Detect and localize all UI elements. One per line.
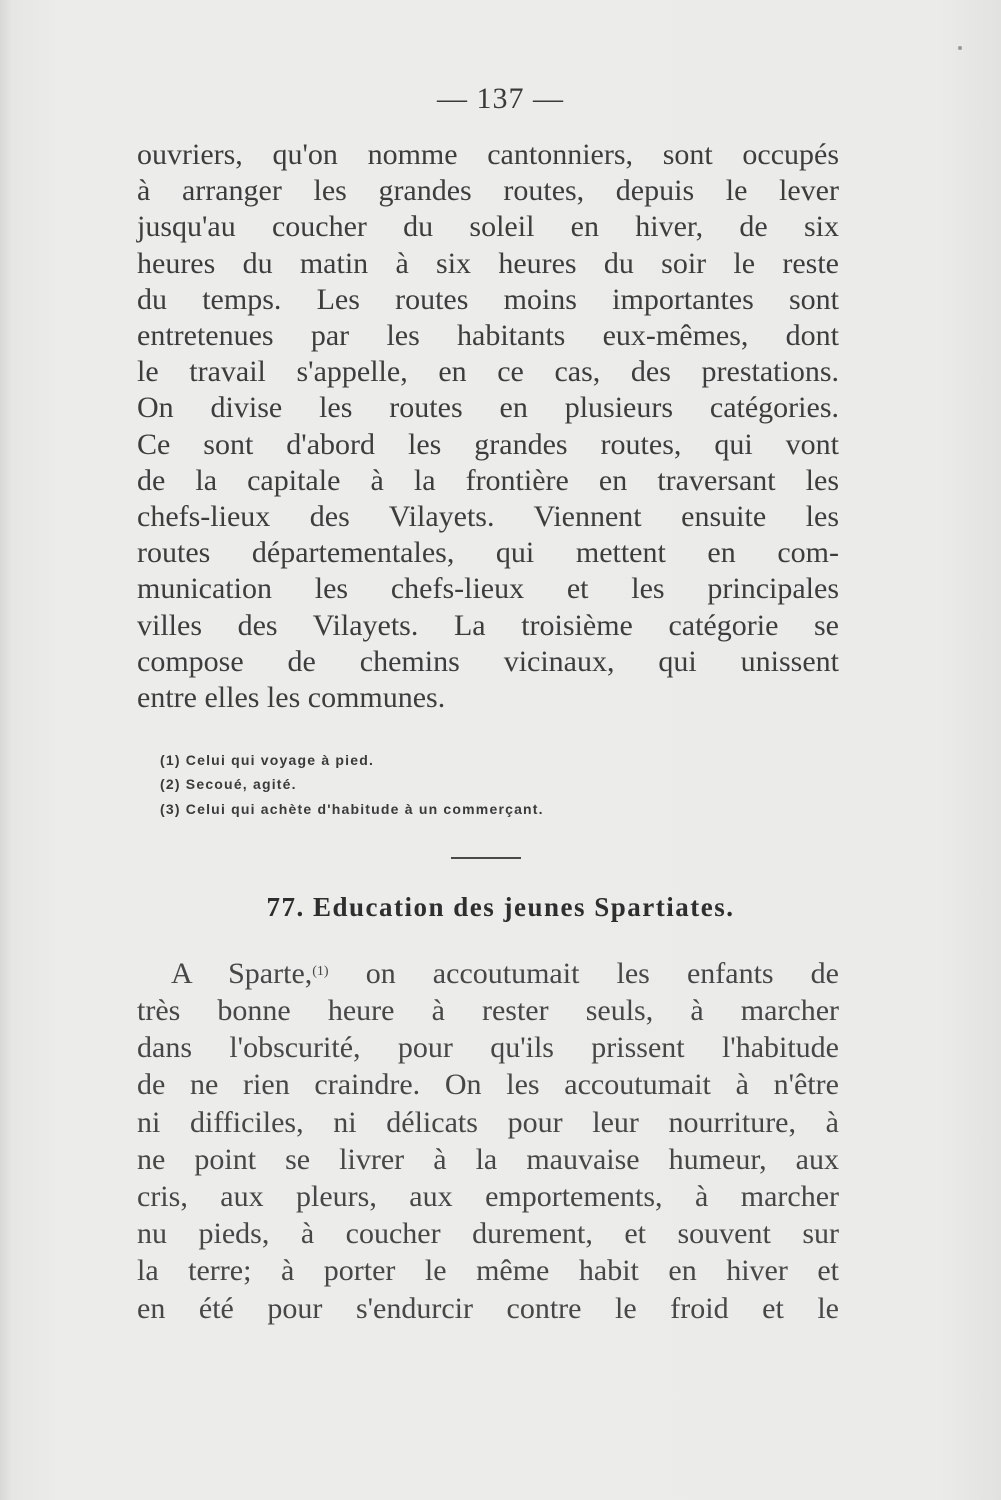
text-line: heures du matin à six heures du soir le reste	[137, 246, 839, 280]
footnote: (3) Celui qui achète d'habitude à un commerçant.	[160, 801, 544, 817]
text-line: ouvriers, qu'on nomme cantonniers, sont occupés	[137, 138, 839, 171]
text-line: ni difficiles, ni délicats pour leur nourriture, à	[137, 1105, 839, 1139]
text-line: de ne rien craindre. On les accoutumait à n'être	[137, 1068, 839, 1102]
first-line-end: on accoutumait les enfants de	[328, 957, 840, 990]
paragraph-sparta-first-line	[137, 956, 839, 992]
text-line: nu pieds, à coucher durement, et souvent sur	[137, 1217, 839, 1251]
footnote-ref: (1)	[312, 964, 329, 979]
footnote: (1) Celui qui voyage à pied.	[160, 752, 375, 768]
text-line: compose de chemins vicinaux, qui unissent	[137, 644, 839, 678]
text-line: routes départementales, qui mettent en com-	[137, 536, 839, 570]
text-line: chefs-lieux des Vilayets. Viennent ensuite les	[137, 500, 839, 533]
text-line: du temps. Les routes moins importantes sont	[137, 282, 839, 316]
text-line: entre elles les communes.	[137, 681, 446, 714]
text-line: entretenues par les habitants eux-mêmes, dont	[137, 319, 839, 352]
first-line-start: A Sparte,	[171, 957, 313, 990]
text-line: de la capitale à la frontière en traversant les	[137, 463, 839, 497]
scan-speck	[958, 46, 962, 50]
text-line: munication les chefs-lieux et les principales	[137, 572, 839, 606]
text-line: le travail s'appelle, en ce cas, des prestations.	[137, 355, 839, 389]
text-line: très bonne heure à rester seuls, à marcher	[137, 994, 839, 1027]
text-line: à arranger les grandes routes, depuis le lever	[137, 174, 839, 208]
page-number: — 137 —	[437, 82, 564, 115]
text-line: villes des Vilayets. La troisième catégorie se	[137, 608, 839, 642]
text-line: jusqu'au coucher du soleil en hiver, de six	[137, 210, 839, 244]
text-line: la terre; à porter le même habit en hiver et	[137, 1254, 839, 1288]
text-line: dans l'obscurité, pour qu'ils prissent l'habitude	[137, 1031, 839, 1065]
footnote: (2) Secoué, agité.	[160, 776, 297, 792]
section-divider	[451, 857, 521, 859]
text-line: ne point se livrer à la mauvaise humeur, aux	[137, 1142, 839, 1176]
text-line: cris, aux pleurs, aux emportements, à marcher	[137, 1180, 839, 1213]
text-line: en été pour s'endurcir contre le froid et le	[137, 1291, 839, 1325]
text-line: On divise les routes en plusieurs catégories.	[137, 391, 839, 425]
section-heading: 77. Education des jeunes Spartiates.	[266, 892, 735, 922]
text-line: Ce sont d'abord les grandes routes, qui vont	[137, 427, 839, 461]
